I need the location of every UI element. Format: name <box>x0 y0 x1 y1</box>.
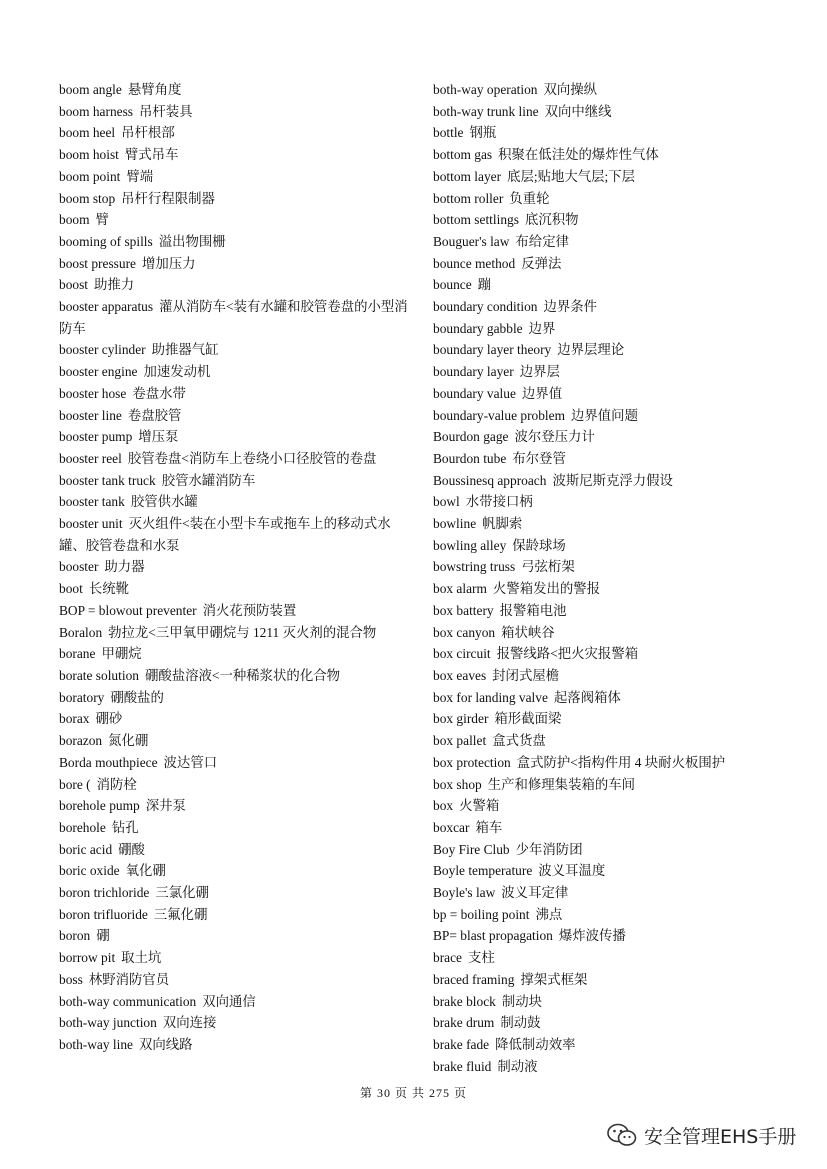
entry-term: box <box>433 798 454 814</box>
entry-term: box shop <box>433 776 482 792</box>
glossary-entry <box>433 860 783 882</box>
entry-term: boron trifluoride <box>59 906 148 922</box>
entry-term: brake fluid <box>433 1058 492 1074</box>
entry-translation: 硼酸 <box>118 841 145 857</box>
glossary-entry <box>433 535 783 557</box>
glossary-entry <box>59 969 411 991</box>
glossary-entry <box>433 405 783 427</box>
entry-translation: 钢瓶 <box>469 125 497 141</box>
glossary-entry <box>433 687 783 709</box>
glossary-entry <box>59 426 411 448</box>
entry-term: booster cylinder <box>59 342 146 358</box>
glossary-entry <box>433 578 783 600</box>
entry-translation: 胶管水罐消防车 <box>161 472 256 488</box>
entry-translation: 波义耳温度 <box>538 863 606 879</box>
glossary-entry <box>433 1034 783 1056</box>
glossary-entry <box>433 774 783 796</box>
entry-translation: 起落阀箱体 <box>553 689 621 705</box>
glossary-entry <box>433 600 783 622</box>
entry-term: borrow pit <box>59 950 116 966</box>
entry-term: bp = boiling point <box>433 906 530 922</box>
glossary-entry <box>433 426 783 448</box>
entry-translation: 底层;贴地大气层;下层 <box>507 168 636 184</box>
glossary-entry <box>59 188 411 210</box>
entry-translation: 报警线路<把火灾报警箱 <box>496 646 639 662</box>
entry-term: bottom settlings <box>433 212 519 228</box>
entry-translation: 布尔登管 <box>512 450 566 466</box>
entry-translation: 悬臂角度 <box>127 82 182 97</box>
glossary-entry <box>433 795 783 817</box>
glossary-entry <box>433 383 783 405</box>
glossary-entry <box>433 318 783 340</box>
entry-translation: 边界值 <box>521 385 563 401</box>
glossary-entry <box>433 904 783 926</box>
glossary-entry <box>59 643 411 665</box>
entry-translation: 箱车 <box>475 819 503 835</box>
entry-term: Boyle temperature <box>433 863 533 879</box>
entry-translation: 卷盘胶管 <box>127 407 182 423</box>
entry-translation: 勃拉龙<三甲氧甲硼烷与 1211 灭火剂的混合物 <box>108 624 377 640</box>
entry-translation: 保龄球场 <box>512 537 566 553</box>
entry-translation: 双向中继线 <box>544 103 612 119</box>
glossary-entry <box>433 752 783 774</box>
entry-translation: 增加压力 <box>141 255 196 271</box>
entry-term: boost pressure <box>59 255 136 271</box>
glossary-entry <box>433 144 783 166</box>
entry-translation: 林野消防官员 <box>88 971 170 987</box>
entry-translation: 蹦 <box>477 277 492 293</box>
entry-term: boratory <box>59 689 105 705</box>
entry-term: boundary layer theory <box>433 342 552 358</box>
glossary-entry <box>433 882 783 904</box>
entry-term: Boralon <box>59 624 103 640</box>
entry-translation: 助推力 <box>94 277 135 293</box>
entry-translation: 双向线路 <box>139 1036 193 1052</box>
entry-term: boron trichloride <box>59 885 150 901</box>
glossary-entry <box>433 730 783 752</box>
glossary-entry <box>59 274 411 296</box>
entry-term: borehole <box>59 819 106 835</box>
glossary-entry <box>59 448 411 470</box>
glossary-entry <box>433 296 783 318</box>
entry-translation: 硼酸盐溶液<一种稀浆状的化合物 <box>144 667 340 683</box>
glossary-entry <box>433 361 783 383</box>
glossary-entry <box>59 947 411 969</box>
entry-translation: 反弹法 <box>521 255 562 271</box>
entry-translation: 盒式货盘 <box>492 733 546 749</box>
entry-term: borazon <box>59 733 103 749</box>
glossary-entry <box>59 339 411 361</box>
wechat-icon <box>606 1122 638 1148</box>
entry-translation: 水带接口柄 <box>465 494 533 510</box>
entry-translation: 封闭式屋檐 <box>492 667 560 683</box>
entry-translation: 消防栓 <box>96 776 137 792</box>
entry-term: box protection <box>433 754 511 770</box>
entry-term: booster tank <box>59 494 125 510</box>
glossary-entry <box>59 600 411 622</box>
entry-term: booster unit <box>59 516 123 532</box>
entry-term: booster hose <box>59 385 127 401</box>
entry-translation: 溢出物围栅 <box>158 233 226 249</box>
glossary-entry <box>59 708 411 730</box>
entry-term: BOP = blowout preventer <box>59 602 197 618</box>
entry-translation: 报警箱电池 <box>499 602 567 618</box>
watermark-text: 安全管理EHS手册 <box>644 1125 797 1148</box>
entry-term: bottle <box>433 125 464 141</box>
entry-term: boom hoist <box>59 147 119 163</box>
glossary-entry <box>433 947 783 969</box>
entry-translation: 波义耳定律 <box>501 885 569 901</box>
glossary-entry <box>59 622 411 644</box>
entry-translation: 积聚在低洼处的爆炸性气体 <box>498 147 659 163</box>
entry-translation: 甲硼烷 <box>101 646 142 662</box>
glossary-entry <box>59 925 411 947</box>
entry-term: bore ( <box>59 776 91 792</box>
entry-term: box alarm <box>433 581 487 597</box>
entry-translation: 生产和修理集装箱的车间 <box>487 776 636 792</box>
entry-term: booster line <box>59 407 122 423</box>
glossary-entry <box>433 470 783 492</box>
entry-term: boundary value <box>433 385 516 401</box>
entry-term: boric oxide <box>59 863 120 879</box>
watermark <box>606 1119 796 1151</box>
glossary-entry <box>59 556 411 578</box>
entry-translation: 边界层 <box>519 364 560 380</box>
entry-translation: 沸点 <box>535 906 563 922</box>
glossary-entry <box>433 556 783 578</box>
entry-translation: 硼 <box>96 928 110 944</box>
glossary-entry <box>433 491 783 513</box>
entry-term: boom heel <box>59 125 116 141</box>
glossary-entry <box>433 339 783 361</box>
entry-translation: 制动液 <box>497 1058 538 1074</box>
entry-translation: 制动鼓 <box>500 1015 541 1031</box>
entry-translation: 爆炸波传播 <box>558 928 626 944</box>
entry-term: booster engine <box>59 364 138 380</box>
entry-term: booster pump <box>59 429 133 445</box>
entry-term: boxcar <box>433 819 470 835</box>
entry-translation: 帆脚索 <box>482 516 523 532</box>
glossary-entry <box>59 817 411 839</box>
entry-translation: 底沉积物 <box>524 212 579 228</box>
entry-translation: 臂 <box>95 212 109 228</box>
glossary-entry <box>59 470 411 492</box>
entry-translation: 卷盘水带 <box>132 385 186 401</box>
glossary-entry <box>433 991 783 1013</box>
entry-translation: 边界 <box>528 320 556 336</box>
entry-term: Borda mouthpiece <box>59 754 158 770</box>
entry-term: bottom gas <box>433 147 493 163</box>
glossary-entry <box>59 513 411 556</box>
entry-translation: 双向连接 <box>162 1015 217 1031</box>
page-footer: 第 30 页 共 275 页 <box>359 1086 467 1100</box>
entry-translation: 少年消防团 <box>515 841 583 857</box>
glossary-entry <box>59 730 411 752</box>
entry-term: bounce method <box>433 255 516 271</box>
glossary-entry <box>59 491 411 513</box>
entry-translation: 盒式防护<指构件用 4 块耐火板围护 <box>516 754 726 770</box>
entry-term: bowling alley <box>433 537 507 553</box>
entry-translation: 臂式吊车 <box>124 147 179 163</box>
entry-term: Bourdon gage <box>433 429 509 445</box>
entry-term: braced framing <box>433 971 515 987</box>
glossary-entry <box>59 361 411 383</box>
entry-term: booster <box>59 559 99 575</box>
entry-translation: 加速发动机 <box>143 364 211 380</box>
entry-term: Boyle's law <box>433 885 496 901</box>
glossary-entry <box>433 817 783 839</box>
glossary-entry <box>59 795 411 817</box>
entry-translation: 硼酸盐的 <box>110 689 164 705</box>
glossary-entry <box>59 860 411 882</box>
entry-term: both-way communication <box>59 993 197 1009</box>
entry-term: borax <box>59 711 90 727</box>
entry-term: box circuit <box>433 646 491 662</box>
entry-translation: 波达管口 <box>163 754 218 770</box>
entry-term: boric acid <box>59 841 113 857</box>
glossary-entry <box>59 405 411 427</box>
entry-translation: 助力器 <box>104 559 145 575</box>
glossary-entry <box>433 79 783 101</box>
entry-term: booster tank truck <box>59 472 156 488</box>
entry-term: boundary condition <box>433 299 538 315</box>
glossary-entry <box>433 188 783 210</box>
glossary-entry <box>59 1034 411 1056</box>
glossary-entry <box>433 839 783 861</box>
entry-term: box eaves <box>433 667 487 683</box>
entry-term: booster apparatus <box>59 299 154 315</box>
glossary-entry <box>433 665 783 687</box>
glossary-entry <box>433 231 783 253</box>
entry-term: brace <box>433 950 462 966</box>
entry-term: box battery <box>433 602 494 618</box>
entry-term: bowstring truss <box>433 559 516 575</box>
entry-term: boom angle <box>59 82 122 97</box>
entry-term: both-way operation <box>433 82 538 97</box>
entry-translation: 消火花预防装置 <box>202 602 297 618</box>
entry-translation: 双向通信 <box>202 993 256 1009</box>
entry-translation: 火警箱发出的警报 <box>492 581 601 597</box>
glossary-entry <box>59 665 411 687</box>
entry-term: borehole pump <box>59 798 140 814</box>
glossary-entry <box>433 209 783 231</box>
entry-term: bowline <box>433 516 477 532</box>
glossary-entry <box>433 969 783 991</box>
entry-translation: 吊杆根部 <box>121 125 175 141</box>
entry-term: boom harness <box>59 103 134 119</box>
glossary-entry <box>59 101 411 123</box>
glossary-entry <box>59 122 411 144</box>
glossary-entry <box>59 296 411 339</box>
entry-translation: 胶管供水罐 <box>130 494 198 510</box>
entry-translation: 氧化硼 <box>125 863 166 879</box>
entry-term: box girder <box>433 711 489 727</box>
entry-translation: 胶管卷盘<消防车上卷绕小口径胶管的卷盘 <box>127 450 377 466</box>
entry-translation: 硼砂 <box>95 711 123 727</box>
glossary-entry <box>59 253 411 275</box>
entry-translation: 制动块 <box>501 993 543 1009</box>
entry-term: boss <box>59 971 83 987</box>
glossary-entry <box>59 383 411 405</box>
glossary-entry <box>433 513 783 535</box>
entry-translation: 边界层理论 <box>557 342 625 358</box>
entry-term: boron <box>59 928 91 944</box>
entry-term: boundary-value problem <box>433 407 566 423</box>
entry-translation: 双向操纵 <box>543 82 598 97</box>
entry-term: Boussinesq approach <box>433 472 547 488</box>
glossary-entry <box>433 253 783 275</box>
glossary-entry <box>433 448 783 470</box>
entry-term: box for landing valve <box>433 689 548 705</box>
entry-translation: 波斯尼斯克浮力假设 <box>552 472 673 488</box>
entry-translation: 边界条件 <box>543 299 598 315</box>
entry-translation: 灭火组件<装在小型卡车或拖车上的移动式水罐、胶管卷盘和水泵 <box>59 516 391 553</box>
glossary-entry <box>59 882 411 904</box>
entry-term: boom <box>59 212 90 228</box>
glossary-entry <box>433 622 783 644</box>
entry-term: both-way junction <box>59 1015 157 1031</box>
entry-term: brake drum <box>433 1015 495 1031</box>
glossary-entry <box>59 774 411 796</box>
entry-translation: 边界值问题 <box>571 407 638 423</box>
entry-term: boot <box>59 581 83 597</box>
entry-term: boost <box>59 277 89 293</box>
entry-translation: 氮化硼 <box>108 733 149 749</box>
glossary-entry <box>59 578 411 600</box>
entry-translation: 支柱 <box>468 950 495 966</box>
entry-term: boom stop <box>59 190 116 206</box>
entry-translation: 弓弦桁架 <box>521 559 575 575</box>
entry-translation: 吊杆行程限制器 <box>121 190 215 206</box>
entry-term: boom point <box>59 168 121 184</box>
entry-translation: 三氟化硼 <box>153 906 208 922</box>
glossary-entry <box>433 122 783 144</box>
entry-translation: 长统靴 <box>88 581 129 597</box>
glossary-entry <box>59 166 411 188</box>
glossary-entry <box>59 1012 411 1034</box>
entry-translation: 臂端 <box>126 168 154 184</box>
glossary-entry <box>433 166 783 188</box>
glossary-entry <box>59 991 411 1013</box>
right-column <box>433 79 783 1077</box>
entry-term: booster reel <box>59 450 122 466</box>
entry-term: box pallet <box>433 733 487 749</box>
entry-term: bowl <box>433 494 460 510</box>
entry-term: both-way line <box>59 1036 134 1052</box>
glossary-entry <box>59 231 411 253</box>
glossary-entry <box>433 101 783 123</box>
glossary-entry <box>433 274 783 296</box>
entry-term: Bourdon tube <box>433 450 507 466</box>
entry-translation: 取土坑 <box>121 950 162 966</box>
glossary-entry <box>59 209 411 231</box>
entry-term: boundary gabble <box>433 320 523 336</box>
entry-term: box canyon <box>433 624 496 640</box>
entry-translation: 助推器气缸 <box>151 342 219 358</box>
entry-term: borate solution <box>59 667 139 683</box>
entry-term: bounce <box>433 277 472 293</box>
entry-term: Boy Fire Club <box>433 841 510 857</box>
entry-term: brake block <box>433 993 496 1009</box>
glossary-entry <box>433 925 783 947</box>
entry-term: Bouguer's law <box>433 233 510 249</box>
entry-translation: 三氯化硼 <box>155 885 209 901</box>
entry-translation: 箱状峡谷 <box>501 624 555 640</box>
glossary-entry <box>433 1012 783 1034</box>
entry-translation: 吊杆装具 <box>139 103 193 119</box>
glossary-entry <box>59 144 411 166</box>
glossary-entry <box>433 708 783 730</box>
entry-translation: 撑架式框架 <box>520 971 588 987</box>
entry-translation: 波尔登压力计 <box>514 429 595 445</box>
glossary-entry <box>59 839 411 861</box>
entry-term: boundary layer <box>433 364 514 380</box>
entry-term: BP= blast propagation <box>433 928 553 944</box>
glossary-entry <box>59 687 411 709</box>
entry-term: borane <box>59 646 96 662</box>
entry-translation: 灌从消防车<装有水罐和胶管卷盘的小型消防车 <box>59 299 408 336</box>
entry-term: booming of spills <box>59 233 153 249</box>
entry-translation: 负重轮 <box>509 190 550 206</box>
entry-term: brake fade <box>433 1036 490 1052</box>
entry-translation: 布给定律 <box>515 233 569 249</box>
glossary-entry <box>433 643 783 665</box>
entry-term: bottom roller <box>433 190 504 206</box>
entry-translation: 深井泵 <box>145 798 186 814</box>
entry-term: bottom layer <box>433 168 502 184</box>
glossary-entry <box>59 752 411 774</box>
glossary-entry <box>59 904 411 926</box>
entry-translation: 降低制动效率 <box>495 1036 576 1052</box>
glossary-entry <box>59 79 411 101</box>
entry-translation: 增压泵 <box>138 429 179 445</box>
left-column <box>59 79 411 1056</box>
entry-translation: 火警箱 <box>459 798 500 814</box>
entry-translation: 钻孔 <box>111 819 139 835</box>
glossary-entry <box>433 1056 783 1078</box>
entry-term: both-way trunk line <box>433 103 539 119</box>
entry-translation: 箱形截面梁 <box>494 711 562 727</box>
